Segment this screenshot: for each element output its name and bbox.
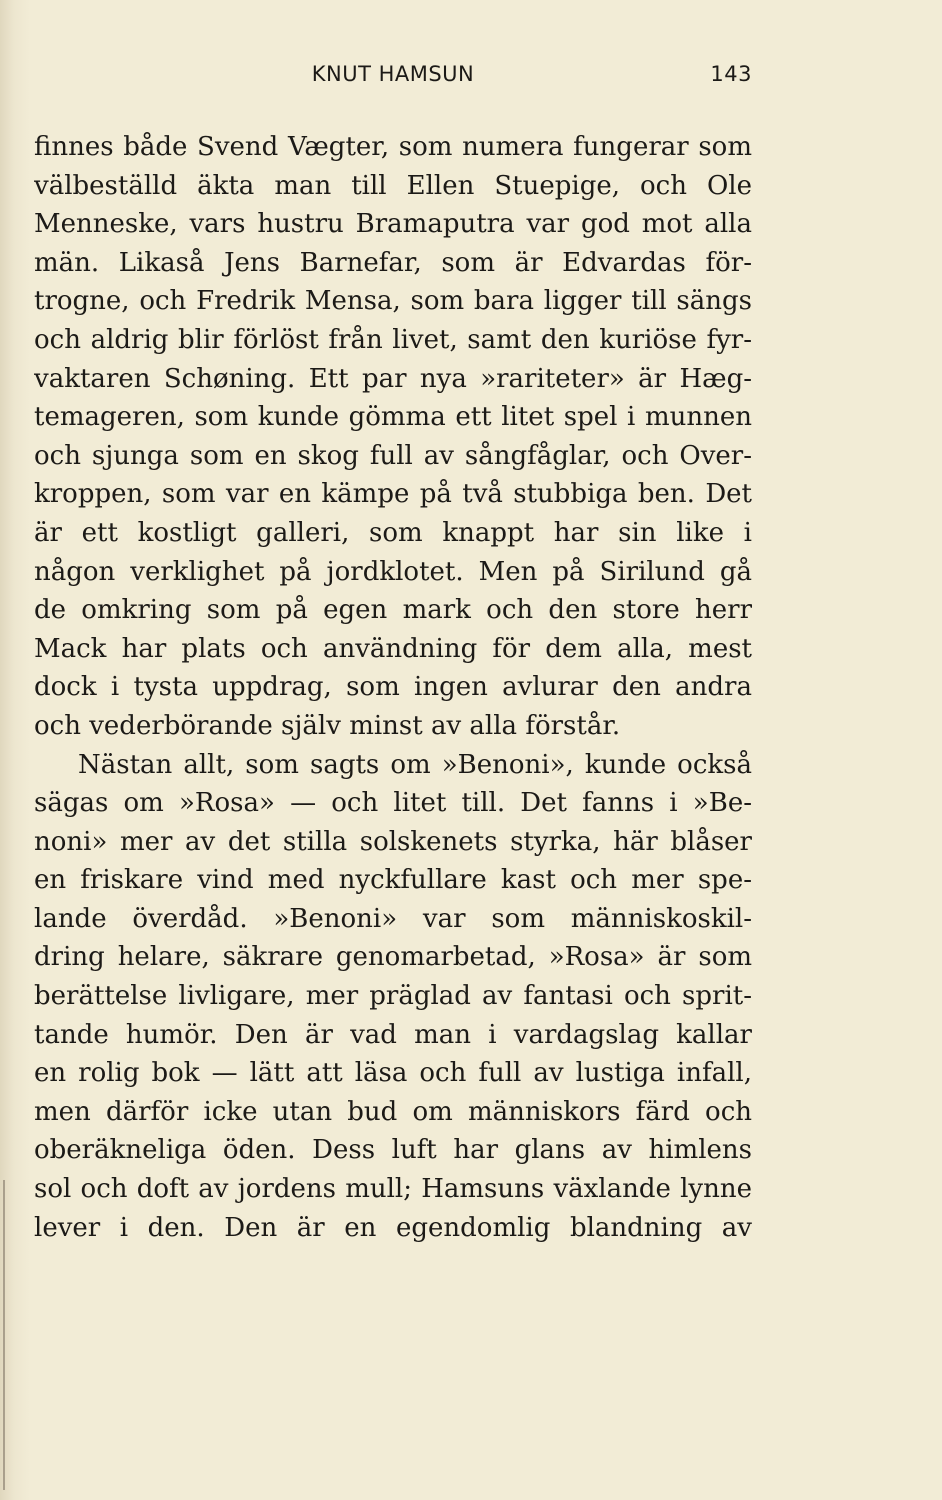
text-line: och sjunga som en skog full av sångfåglar, och Over-: [34, 440, 752, 471]
text-line: Mack har plats och användning för dem alla, mest: [34, 633, 752, 664]
text-line: berättelse livligare, mer präglad av fantasi och sprit-: [34, 981, 752, 1012]
body-text: [34, 128, 752, 1247]
text-line: sol och doft av jordens mull; Hamsuns växlande lynne: [34, 1174, 752, 1205]
text-line: vaktaren Schøning. Ett par nya »rariteter» är Hæg-: [34, 363, 752, 394]
text-line: en rolig bok — lätt att läsa och full av lustiga infall,: [34, 1058, 752, 1089]
text-line: dock i tysta uppdrag, som ingen avlurar den andra: [34, 672, 752, 703]
text-line: lever i den. Den är en egendomlig blandning av: [34, 1212, 752, 1243]
text-line: dring helare, säkrare genomarbetad, »Rosa» är som: [34, 942, 752, 973]
text-line: temageren, som kunde gömma ett litet spel i munnen: [34, 402, 752, 433]
text-line: finnes både Svend Vægter, som numera fungerar som: [34, 132, 752, 162]
text-line: någon verklighet på jordklotet. Men på Sirilund gå: [34, 556, 752, 587]
text-line-paragraph-start: Nästan allt, som sagts om »Benoni», kunde också: [78, 749, 752, 780]
text-line: är ett kostligt galleri, som knappt har sin like i: [34, 517, 752, 548]
text-line: lande överdåd. »Benoni» var som människoskil-: [34, 903, 752, 934]
text-line-paragraph-end: och vederbörande själv minst av alla förstår.: [34, 710, 621, 741]
page-number: 143: [710, 62, 752, 86]
running-header-author: KNUT HAMSUN: [311, 62, 475, 86]
text-line: de omkring som på egen mark och den store herr: [34, 595, 752, 626]
text-line: trogne, och Fredrik Mensa, som bara ligger till sängs: [34, 286, 752, 317]
text-line: noni» mer av det stilla solskenets styrka, här blåser: [34, 826, 752, 857]
text-line: välbeställd äkta man till Ellen Stuepige, och Ole: [34, 170, 752, 201]
text-line: sägas om »Rosa» — och litet till. Det fanns i »Be-: [34, 788, 752, 819]
text-line: men därför icke utan bud om människors färd och: [34, 1096, 752, 1127]
text-line: oberäkneliga öden. Dess luft har glans av himlens: [34, 1135, 752, 1166]
running-header: [34, 62, 752, 94]
text-line: män. Likaså Jens Barnefar, som är Edvardas för-: [34, 247, 752, 278]
text-line: Menneske, vars hustru Bramaputra var god mot alla: [34, 209, 752, 240]
text-line: tande humör. Den är vad man i vardagslag kallar: [34, 1019, 752, 1050]
text-line: och aldrig blir förlöst från livet, samt den kuriöse fyr-: [34, 324, 752, 355]
page-edge-shadow: [3, 1180, 5, 1490]
text-line: kroppen, som var en kämpe på två stubbiga ben. Det: [34, 479, 752, 510]
text-line: en friskare vind med nyckfullare kast och mer spe-: [34, 865, 752, 896]
